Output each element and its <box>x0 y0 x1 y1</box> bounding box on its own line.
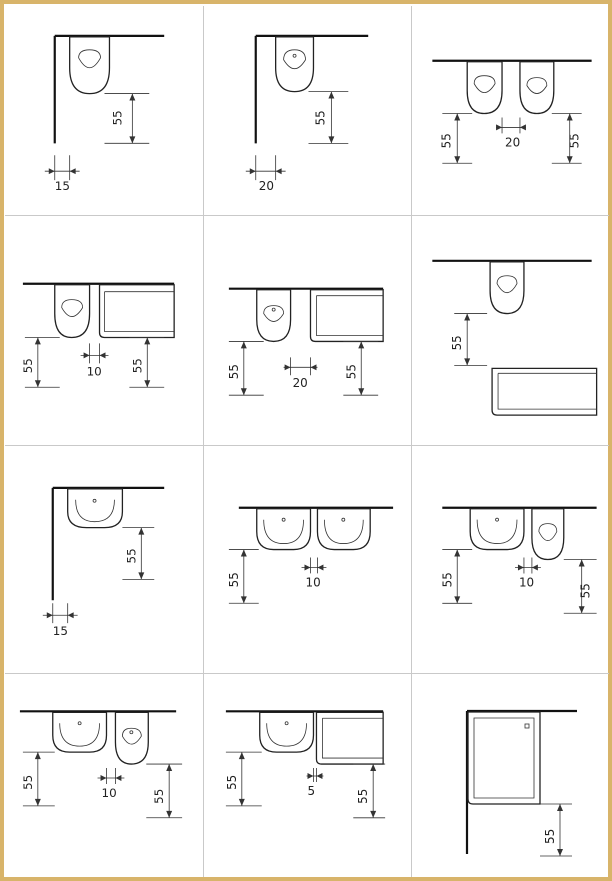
panel-7 <box>5 446 204 674</box>
panel-9 <box>412 446 609 674</box>
dim-label-right: 55 <box>344 364 359 380</box>
dim-label-gap: 10 <box>101 785 117 800</box>
panel-11-drawing <box>204 674 411 877</box>
dim-gap <box>496 117 526 133</box>
panel-7-drawing <box>5 446 203 673</box>
dim-label-left: 55 <box>440 572 455 588</box>
panel-6 <box>412 216 609 446</box>
dim-gap <box>284 357 318 375</box>
dim-label-right: 55 <box>130 358 145 374</box>
panel-3-drawing <box>412 6 609 215</box>
panel-2 <box>204 6 412 216</box>
dim-label-right: 55 <box>152 788 167 804</box>
dim-label-gap: 5 <box>307 783 316 798</box>
panel-10 <box>5 674 204 877</box>
panel-10-drawing <box>5 674 203 877</box>
bathtub-fixture <box>492 368 597 415</box>
panel-8-drawing <box>204 446 411 673</box>
panel-3 <box>412 6 609 216</box>
panel-4 <box>5 216 204 446</box>
panel-2-drawing <box>204 6 411 215</box>
dim-label-left: 55 <box>439 133 454 149</box>
dim-label-right: 55 <box>356 788 371 804</box>
dim-horizontal <box>45 155 80 180</box>
toilet-fixture <box>70 37 110 94</box>
dim-label-vertical: 55 <box>450 335 465 351</box>
bidet-fixture <box>520 62 554 114</box>
bathtub-fixture <box>100 285 175 338</box>
toilet-fixture <box>532 509 564 560</box>
bidet-fixture <box>115 712 148 764</box>
panel-12-drawing <box>412 674 609 877</box>
dim-horizontal <box>246 155 286 180</box>
bidet-fixture <box>276 37 314 92</box>
dim-label-gap: 10 <box>86 364 102 379</box>
dim-label-gap: 10 <box>518 575 535 590</box>
panel-8 <box>204 446 412 674</box>
dim-label-vertical: 55 <box>110 110 125 126</box>
dim-label-horizontal: 15 <box>54 179 70 194</box>
panel-9-drawing <box>412 446 609 673</box>
dim-label-left: 55 <box>224 774 239 790</box>
dim-label-vertical: 55 <box>543 828 557 844</box>
dim-label-right: 55 <box>567 133 582 149</box>
panel-11 <box>204 674 412 877</box>
panel-grid <box>5 6 609 877</box>
dim-label-gap: 10 <box>305 575 321 590</box>
dim-label-horizontal: 15 <box>52 624 68 639</box>
bathtub-fixture <box>316 712 383 764</box>
panel-5 <box>204 216 412 446</box>
dim-label-right: 55 <box>578 583 593 599</box>
dim-label-gap: 20 <box>505 135 521 150</box>
toilet-fixture <box>55 285 90 338</box>
bathtub-fixture <box>310 290 383 342</box>
dim-label-vertical: 55 <box>226 572 241 588</box>
panel-4-drawing <box>5 216 203 445</box>
panel-6-drawing <box>412 216 609 445</box>
toilet-fixture <box>467 62 502 114</box>
dim-label-vertical: 55 <box>313 110 328 126</box>
dim-label-vertical: 55 <box>124 548 139 564</box>
panel-5-drawing <box>204 216 411 445</box>
dim-label-left: 55 <box>226 364 241 380</box>
bidet-fixture <box>257 290 291 342</box>
dim-label-left: 55 <box>20 774 35 790</box>
dim-label-horizontal: 20 <box>258 179 274 194</box>
panel-12 <box>412 674 609 877</box>
dim-label-left: 55 <box>20 358 35 374</box>
toilet-fixture <box>490 262 524 314</box>
dim-label-gap: 20 <box>292 376 308 391</box>
panel-1 <box>5 6 204 216</box>
panel-1-drawing <box>5 6 203 215</box>
